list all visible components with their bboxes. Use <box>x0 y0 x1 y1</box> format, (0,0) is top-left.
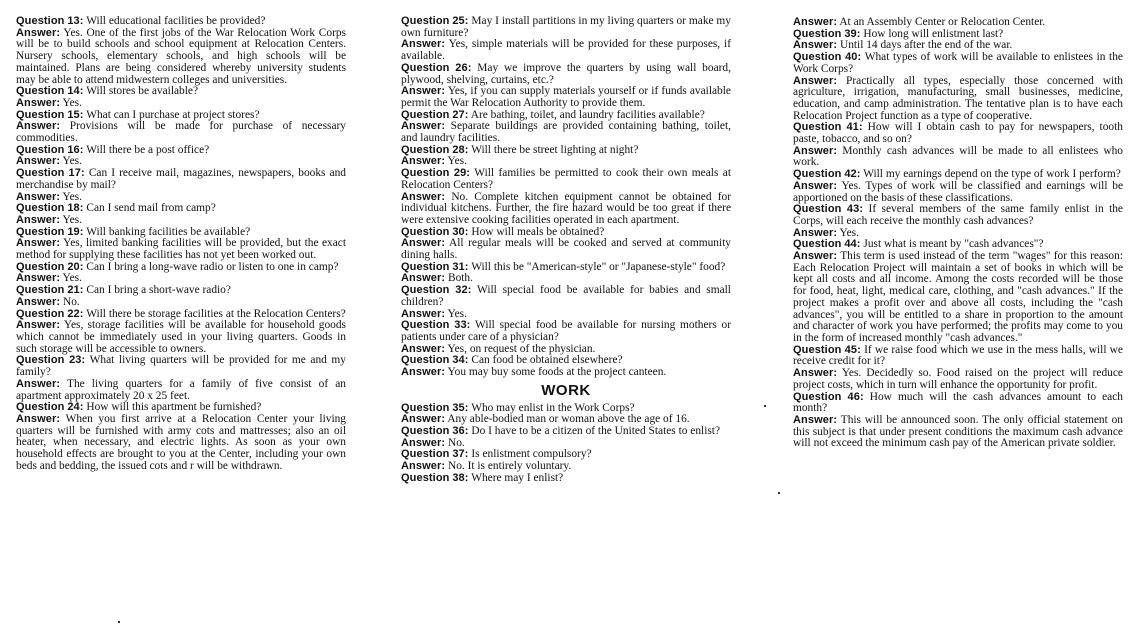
qa-item <box>793 392 1123 451</box>
question-label: Question <box>16 284 65 297</box>
qa-item <box>16 285 346 308</box>
question-label: Question <box>401 401 450 414</box>
question-label: Question <box>16 307 65 320</box>
question-text: How will this apartment be furnished? <box>86 401 262 414</box>
question-number: 19: <box>67 225 84 238</box>
answer <box>793 146 1123 169</box>
question-text: May we improve the quarters by using wall board, plywood, shelving, curtains, etc.? <box>401 61 731 86</box>
question-label: Question <box>793 51 842 64</box>
answer <box>401 39 731 62</box>
answer-label: Answer: <box>401 85 446 98</box>
answer-label: Answer: <box>401 460 446 473</box>
question-label: Question <box>16 260 65 273</box>
question-text: Just what is meant by "cash advances"? <box>863 238 1044 251</box>
answer-label: Answer: <box>401 342 446 355</box>
question-number: 23: <box>69 354 86 367</box>
question-label: Question <box>16 167 65 180</box>
answer-text: Separate buildings are provided containing bathing, toilet, and laundry facilities. <box>401 120 731 145</box>
answer-text: Yes. <box>447 155 467 168</box>
answer-text: Yes, storage facilities will be available for household goods which cannot be immediately used in your living quarters. Goods in such storage will be accessible to owners. <box>16 319 346 355</box>
question-text: How long will enlistment last? <box>863 27 1004 40</box>
answer <box>401 461 731 473</box>
answer-text: No. <box>447 436 465 449</box>
question-number: 15: <box>67 108 84 121</box>
qa-item <box>16 16 346 86</box>
answer-text: Yes. <box>62 96 82 109</box>
question-label: Question <box>793 121 842 134</box>
column-2 <box>401 16 731 484</box>
question-number: 30: <box>452 225 469 238</box>
answer <box>401 121 731 144</box>
question-number: 18: <box>67 202 84 215</box>
question-label: Question <box>16 15 65 27</box>
answer-label: Answer: <box>401 307 446 320</box>
qa-item <box>16 110 346 145</box>
question-text: Will special food be available for nursing mothers or patients under care of a physician? <box>401 319 731 343</box>
answer-label: Answer: <box>16 120 61 133</box>
qa-item <box>793 169 1123 204</box>
question-label: Question <box>401 284 450 297</box>
answer-label: Answer: <box>793 74 838 87</box>
answer-text: No. It is entirely voluntary. <box>447 460 572 473</box>
answer-label: Answer: <box>16 377 61 390</box>
question-label: Question <box>793 203 842 216</box>
answer-label: Answer: <box>401 190 446 203</box>
qa-item <box>401 168 731 227</box>
column-1 <box>16 16 346 472</box>
qa-item <box>793 29 1123 52</box>
qa-item <box>16 203 346 226</box>
qa-item <box>401 320 731 355</box>
answer-label: Answer: <box>401 272 446 285</box>
question-text: Are bathing, toilet, and laundry facilities available? <box>470 108 705 121</box>
qa-item <box>16 355 346 402</box>
qa-item <box>793 204 1123 239</box>
answer-label: Answer: <box>401 366 446 379</box>
question-text: Will banking facilities be available? <box>86 225 251 238</box>
question-text: Can I bring a long-wave radio or listen to one in camp? <box>86 260 339 273</box>
answer <box>793 181 1123 204</box>
question-number: 34: <box>452 354 469 367</box>
question <box>401 168 731 191</box>
answer-label: Answer: <box>16 190 61 203</box>
qa-item <box>793 52 1123 122</box>
answer-label: Answer: <box>16 272 61 285</box>
question-number: 35: <box>452 401 469 414</box>
answer <box>401 192 731 227</box>
qa-item <box>16 309 346 356</box>
answer-label: Answer: <box>16 213 61 226</box>
question-text: If we raise food which we use in the mess halls, will we receive credit for it? <box>793 343 1123 368</box>
answer-text: This term is used instead of the term "wages" for this reason: Each Relocation Project will maintain a set of books in which will be kept all costs and all income. Among the costs recorded will be those for food, heat, light, medical care, clothing, and "cash advances." If the project makes a profit over and above all costs, including the "cash advances", you will be entitled to a share in proportion to the amount and character of work you have performed; the profits may come to you in the form of increased monthly "cash advances." <box>793 250 1123 344</box>
question-label: Question <box>401 354 450 367</box>
answer <box>401 86 731 109</box>
question-text: What living quarters will be provided for me and my family? <box>16 354 346 379</box>
question-number: 13: <box>67 15 84 27</box>
qa-item <box>401 449 731 472</box>
question-text: Is enlistment compulsory? <box>471 448 592 461</box>
question-text: Where may I enlist? <box>471 471 564 484</box>
question <box>16 168 346 191</box>
question-label: Question <box>401 15 450 27</box>
question-number: 43: <box>846 203 864 216</box>
question-number: 37: <box>452 448 469 461</box>
question-text: May I install partitions in my living quarters or make my own furniture? <box>401 15 731 39</box>
answer <box>16 238 346 261</box>
question <box>401 320 731 343</box>
answer-text: When you first arrive at a Relocation Center your living quarters will be furnished with army cots and mattresses; also an oil heater, when necessary, and electric lights. As soon as your own household effects are brought to you at the Center, including your own beds and bedding, the issued cots and r will be withdrawn. <box>16 412 346 472</box>
question-text: Will families be permitted to cook their own meals at Relocation Centers? <box>401 167 731 191</box>
question-text: Will there be storage facilities at the Relocation Centers? <box>86 307 346 320</box>
answer-label: Answer: <box>401 413 446 426</box>
question <box>401 285 731 308</box>
answer-label: Answer: <box>401 38 446 51</box>
answer-text: Yes, limited banking facilities will be provided, but the exact method for supplying these facilities has not yet been worked out. <box>16 237 346 262</box>
question-text: Will educational facilities be provided? <box>86 15 266 27</box>
question-number: 32: <box>455 284 472 297</box>
answer-text: Yes. <box>839 226 859 239</box>
question-text: What types of work will be available to enlistees in the Work Corps? <box>793 51 1123 75</box>
question-number: 33: <box>454 319 471 332</box>
qa-item <box>401 355 731 378</box>
answer-text: No. Complete kitchen equipment cannot be obtained for individual kitchens. Further, the fire hazard would be too great if there were extensive cooking facilities operated in each apartment. <box>401 190 731 226</box>
qa-item <box>16 402 346 472</box>
answer <box>401 238 731 261</box>
answer-text: Practically all types, especially those concerned with agriculture, irrigation, manufacturing, small businesses, medicine, education, and camp administration. The tentative plan is to have each Relocation Project function as a type of cooperative. <box>793 74 1123 122</box>
question-text: What can I purchase at project stores? <box>86 108 260 121</box>
question-number: 16: <box>67 143 84 156</box>
question-label: Question <box>16 202 65 215</box>
answer-text: Yes. Decidedly so. Food raised on the project will reduce project costs, which in turn will enhance the opportunity for profit. <box>793 367 1123 391</box>
answer-label: Answer: <box>16 412 61 425</box>
answer <box>16 379 346 402</box>
answer-text: At an Assembly Center or Relocation Center. <box>839 16 1046 28</box>
question-label: Question <box>401 424 450 437</box>
answer-label: Answer: <box>793 413 838 426</box>
answer <box>793 415 1123 450</box>
question-text: Will my earnings depend on the type of work I perform? <box>863 168 1121 181</box>
question-text: Do I have to be a citizen of the United States to enlist? <box>471 424 721 437</box>
answer <box>793 251 1123 345</box>
qa-item <box>401 63 731 110</box>
question-number: 29: <box>453 167 471 180</box>
question-text: Can food be obtained elsewhere? <box>471 354 623 367</box>
answer-text: Yes. <box>62 155 82 168</box>
qa-item <box>401 227 731 262</box>
question-text: How much will the cash advances amount to each month? <box>793 390 1123 415</box>
question-label: Question <box>793 343 842 356</box>
question-label: Question <box>793 390 842 403</box>
question-number: 46: <box>847 390 864 403</box>
question-text: If several members of the same family enlist in the Corps, will each receive the monthly cash advances? <box>793 203 1123 227</box>
question <box>793 204 1123 227</box>
question-number: 44: <box>844 238 861 251</box>
question-text: Who may enlist in the Work Corps? <box>471 401 635 414</box>
question <box>401 16 731 39</box>
answer <box>16 121 346 144</box>
answer-label: Answer: <box>16 295 61 308</box>
answer-label: Answer: <box>16 155 61 168</box>
question <box>793 122 1123 145</box>
qa-item <box>401 426 731 449</box>
qa-item <box>16 145 346 168</box>
question-number: 45: <box>844 343 861 356</box>
answer-text: Yes. <box>62 190 82 203</box>
question-text: Will special food be available for babies and small children? <box>401 284 731 308</box>
question-text: How will I obtain cash to pay for newspapers, tooth paste, tobacco, and so on? <box>793 121 1123 146</box>
qa-item <box>401 110 731 145</box>
answer-label: Answer: <box>793 179 838 192</box>
qa-item <box>401 145 731 168</box>
column-3 <box>793 17 1123 450</box>
answer-text: Yes. <box>447 307 467 320</box>
answer-text: Until 14 days after the end of the war. <box>839 39 1013 52</box>
scan-speck <box>118 621 120 623</box>
question-number: 38: <box>452 471 469 484</box>
question-label: Question <box>401 225 450 238</box>
question-label: Question <box>16 85 65 98</box>
answer-text: Yes, simple materials will be provided for these purposes, if available. <box>401 38 731 63</box>
question-number: 21: <box>67 284 84 297</box>
question-label: Question <box>16 108 65 121</box>
answer <box>793 368 1123 391</box>
answer-text: Any able-bodied man or woman above the age of 16. <box>447 413 690 426</box>
answer-label: Answer: <box>793 16 838 28</box>
question-label: Question <box>793 27 842 40</box>
question-label: Question <box>16 354 65 367</box>
question-label: Question <box>401 260 450 273</box>
answer-text: This will be announced soon. The only official statement on this subject is that under present conditions the maximum cash advance will not exceed the minimum cash pay of the American private soldier. <box>793 413 1123 450</box>
answer <box>16 414 346 473</box>
answer-label: Answer: <box>793 250 838 263</box>
answer-label: Answer: <box>401 237 446 250</box>
question-number: 28: <box>452 143 469 156</box>
answer-text: Monthly cash advances will be made to all enlistees who work. <box>793 144 1123 169</box>
answer-label: Answer: <box>793 144 838 157</box>
qa-item <box>401 262 731 285</box>
answer-text: Yes. <box>62 272 82 285</box>
qa-item <box>401 403 731 426</box>
scan-speck <box>778 492 780 494</box>
qa-item <box>793 345 1123 392</box>
question-number: 27: <box>452 108 469 121</box>
question-label: Question <box>16 401 65 414</box>
answer-label: Answer: <box>401 120 446 133</box>
question-number: 41: <box>846 121 863 134</box>
question-number: 24: <box>67 401 84 414</box>
question-text: Can I send mail from camp? <box>86 202 216 215</box>
question-number: 20: <box>67 260 84 273</box>
answer <box>16 28 346 87</box>
question-text: Will this be "American-style" or "Japanese-style" food? <box>471 260 726 273</box>
section-heading: WORK <box>541 381 591 399</box>
answer-text: The living quarters for a family of five consist of an apartment approximately 20 x 25 feet. <box>16 377 346 402</box>
question-text: How will meals be obtained? <box>471 225 605 238</box>
answer-label: Answer: <box>16 237 61 250</box>
qa-item <box>401 16 731 63</box>
answer-text: All regular meals will be cooked and served at community dining halls. <box>401 237 731 262</box>
answer-label: Answer: <box>793 367 838 380</box>
question-label: Question <box>401 61 450 74</box>
answer-text: Yes. <box>62 213 82 226</box>
answer-label: Answer: <box>401 436 446 449</box>
question-label: Question <box>16 143 65 156</box>
question-text: Will stores be available? <box>86 85 199 98</box>
qa-item <box>16 262 346 285</box>
question-number: 39: <box>844 27 861 40</box>
question <box>793 52 1123 75</box>
answer-text: Both. <box>447 272 473 285</box>
question-label: Question <box>793 168 842 181</box>
answer-text: Yes. One of the first jobs of the War Relocation Work Corps will be to build schools and school equipment at Relocation Centers. Nursery schools, elementary schools, and high schools will be maintained. Plans are being considered whereby university students may be able to attend midwestern colleges and universities. <box>16 26 346 86</box>
question-number: 31: <box>452 260 469 273</box>
question-number: 40: <box>845 51 862 64</box>
question-label: Question <box>401 471 450 484</box>
qa-item <box>793 122 1123 169</box>
qa-item <box>401 473 731 485</box>
answer-text: Yes, on request of the physician. <box>447 342 596 355</box>
question-number: 25: <box>452 15 469 27</box>
answer-label: Answer: <box>793 226 838 239</box>
qa-item <box>401 285 731 320</box>
question-number: 36: <box>452 424 469 437</box>
answer-text: Yes. Types of work will be classified and earnings will be apportioned on the basis of these classifications. <box>793 179 1123 204</box>
question-number: 14: <box>67 85 84 98</box>
answer-text: You may buy some foods at the project canteen. <box>447 366 667 379</box>
question-text: Will there be street lighting at night? <box>471 143 639 156</box>
question-text: Will there be a post office? <box>86 143 210 156</box>
question <box>401 473 731 485</box>
answer-label: Answer: <box>401 155 446 168</box>
question-label: Question <box>793 238 842 251</box>
question-label: Question <box>401 319 450 332</box>
qa-item <box>793 239 1123 344</box>
qa-item <box>16 168 346 203</box>
answer-label: Answer: <box>16 96 61 109</box>
question-label: Question <box>401 143 450 156</box>
qa-item <box>16 227 346 262</box>
question <box>793 345 1123 368</box>
question-number: 26: <box>455 61 472 74</box>
question-number: 17: <box>68 167 85 180</box>
answer-label: Answer: <box>793 39 838 52</box>
question-label: Question <box>401 167 450 180</box>
question-number: 22: <box>67 307 84 320</box>
question-text: Can I receive mail, magazines, newspapers, books and merchandise by mail? <box>16 167 346 191</box>
answer-text: Provisions will be made for purchase of necessary commodities. <box>16 120 346 145</box>
question <box>401 63 731 86</box>
question-number: 42: <box>844 168 861 181</box>
qa-item <box>16 86 346 109</box>
question <box>793 392 1123 415</box>
question-label: Question <box>401 108 450 121</box>
answer <box>793 76 1123 123</box>
question <box>16 355 346 378</box>
question-label: Question <box>16 225 65 238</box>
answer <box>401 367 731 379</box>
answer-text: No. <box>62 295 80 308</box>
answer-label: Answer: <box>16 26 61 39</box>
scan-speck <box>764 405 766 407</box>
question-label: Question <box>401 448 450 461</box>
answer-label: Answer: <box>16 319 61 332</box>
answer <box>16 320 346 355</box>
answer-text: Yes, if you can supply materials yourself or if funds available permit the War Relocation Authority to provide them. <box>401 85 731 109</box>
question-text: Can I bring a short-wave radio? <box>86 284 231 297</box>
